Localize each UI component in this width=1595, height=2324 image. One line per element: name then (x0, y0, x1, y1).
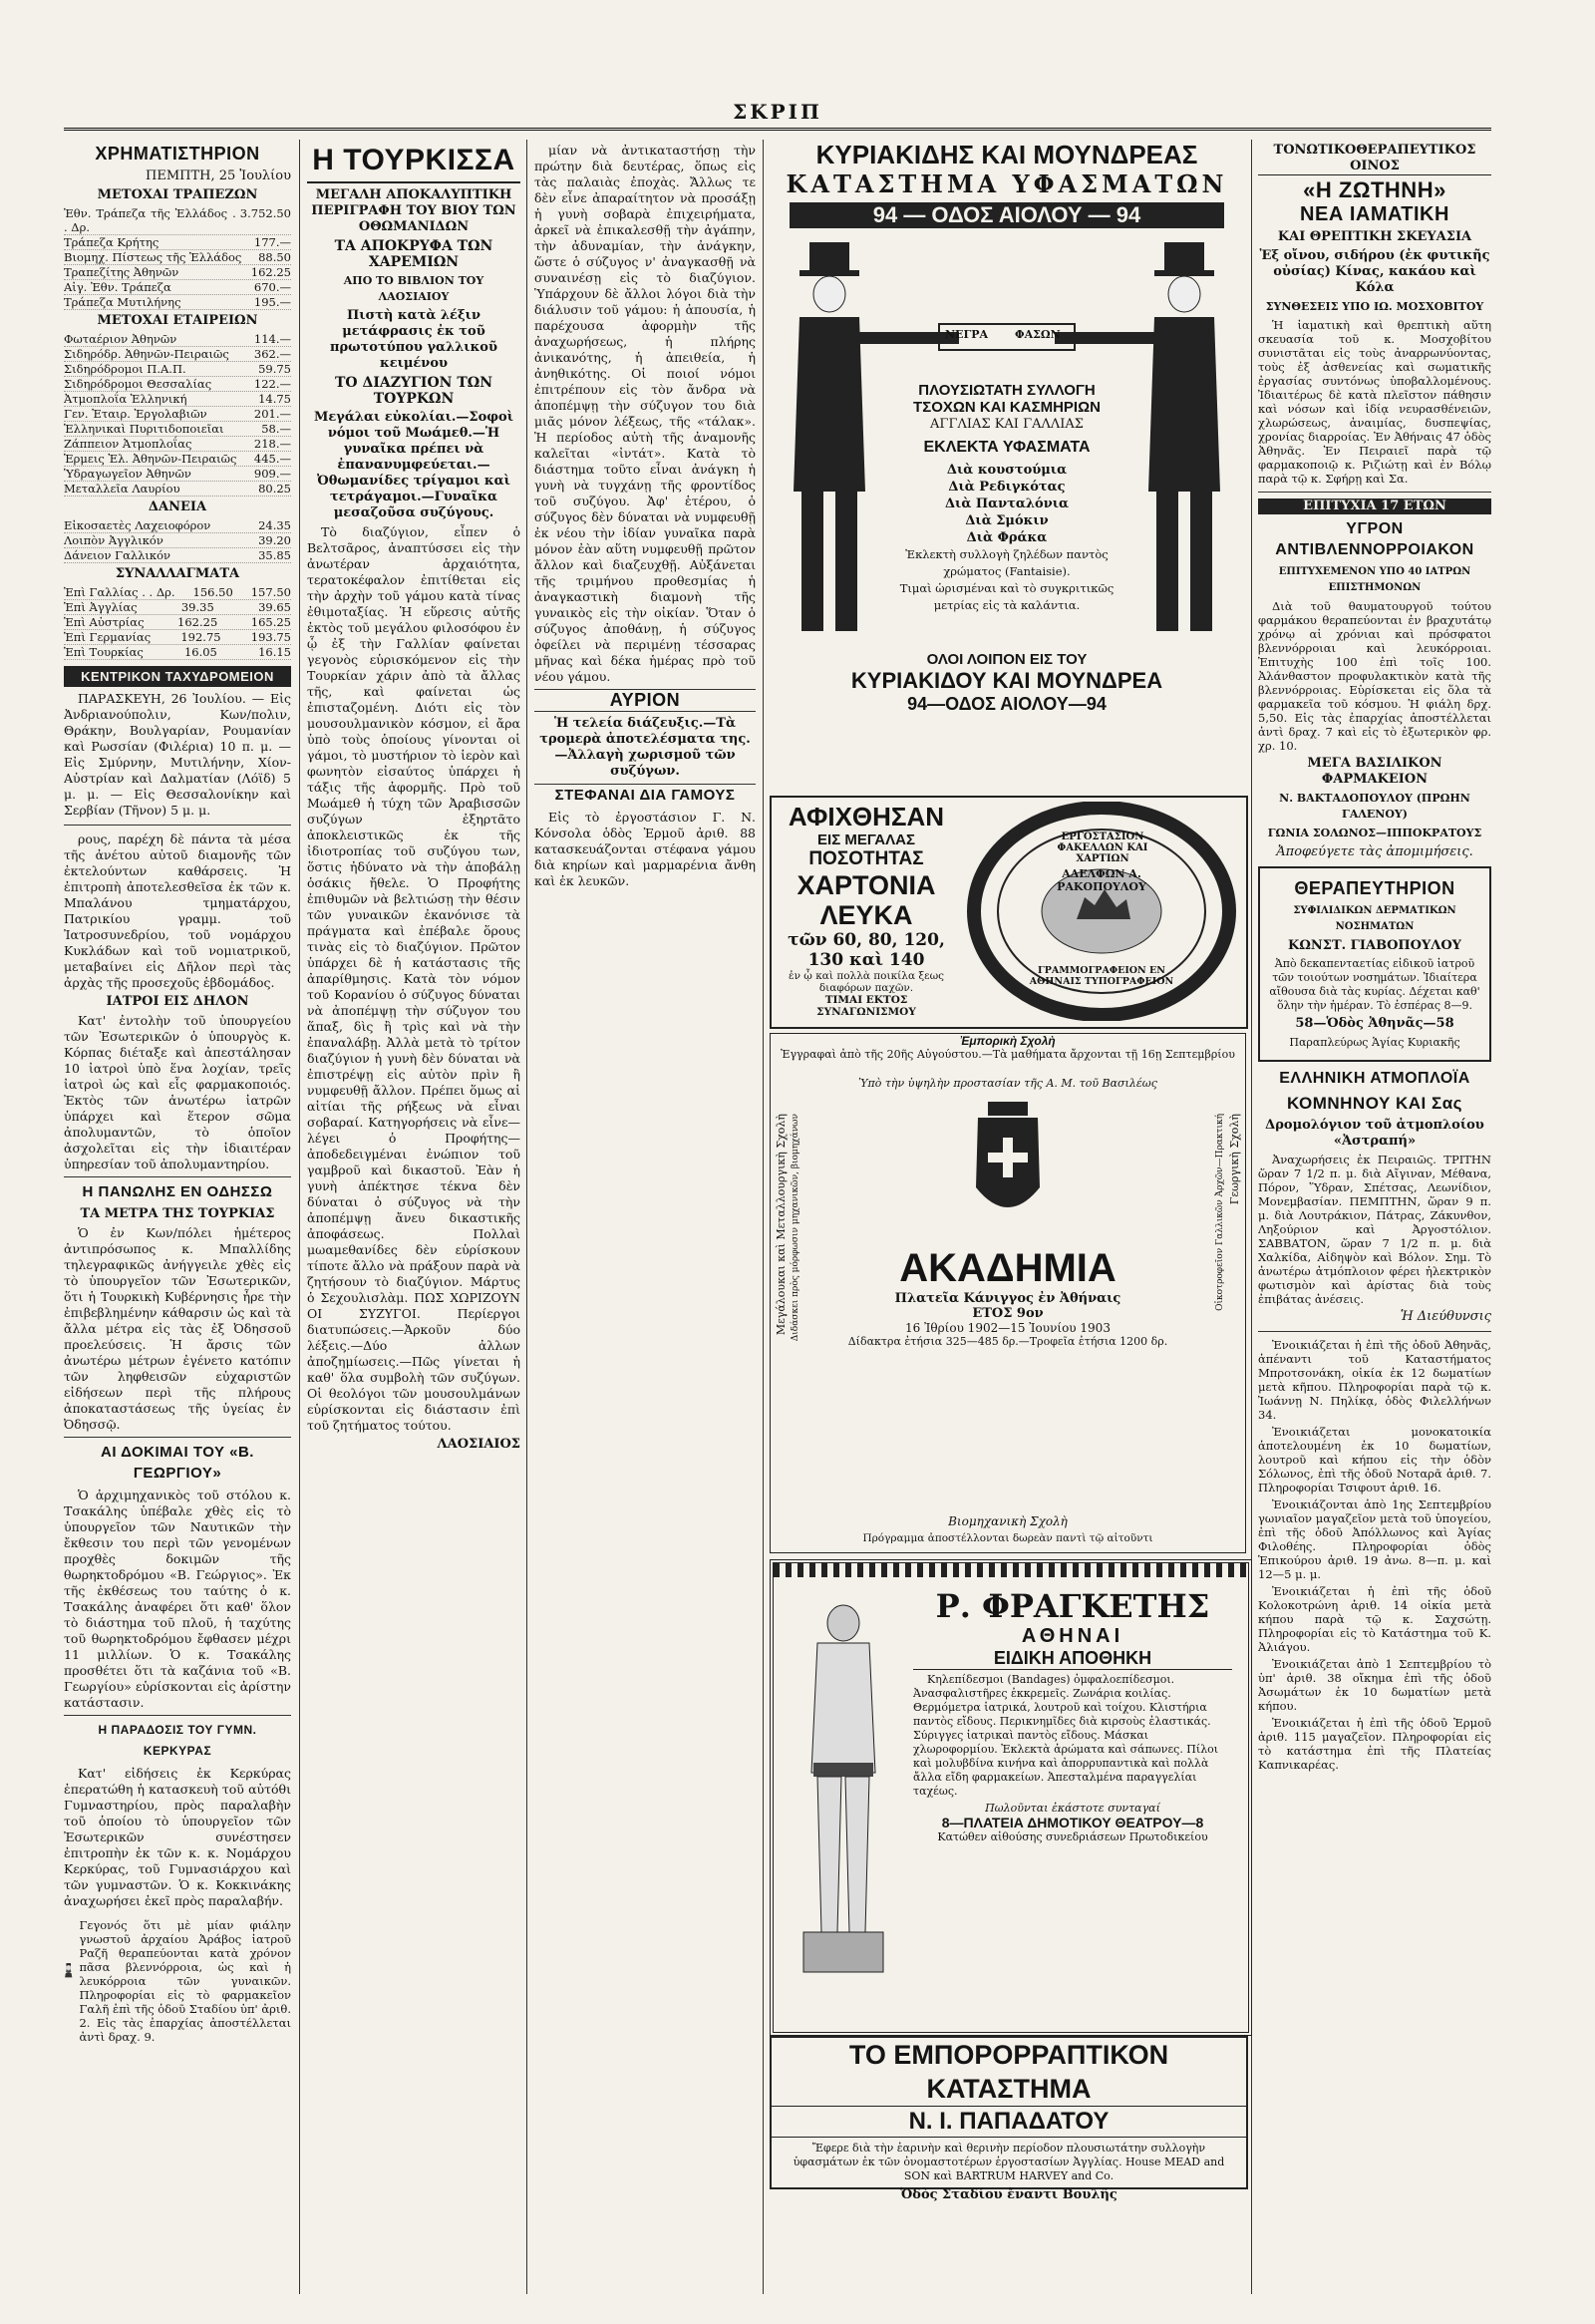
ad-text: Γεγονός ὅτι μὲ μίαν φιάλην γνωστοῦ ἀρχαίου Ἀράβος ἰατροῦ Ραζῆ θεραπεύονται κατὰ χρόνον πᾶσα βλεννόρροια, ὡς καὶ ἡ λευκόρροια τῶν γυναικῶν. Πληροφορίαι εἰς τὸ φαρμακεῖον Γαλῆ ἐπὶ τῆς ὁδοῦ Σταδίου ὑπ' ἀριθ. 2. Εἰς τὰς ἐπαρχίας ἀποστέλλεται ἀντὶ δραχ. 9. (79, 1918, 291, 2044)
exchange-row (64, 600, 291, 615)
ship-signature: Ἡ Διεύθυνσις (1400, 1309, 1491, 1324)
share-row (64, 362, 291, 377)
portrait-illustration (64, 1915, 73, 2025)
gym-title: Η ΠΑΡΑΔΟΣΙΣ ΤΟΥ ΓΥΜΝ. ΚΕΡΚΥΡΑΣ (64, 1715, 291, 1762)
wine-sub: ΝΕΑ ΙΑΜΑΤΙΚΗ (1300, 203, 1449, 225)
academy-bottom: Βιομηχανικὴ Σχολὴ (948, 1514, 1068, 1528)
ship-title: ΕΛΛΗΝΙΚΗ ΑΤΜΟΠΛΟΪΑ (1279, 1070, 1470, 1087)
column-tourkissa (307, 140, 520, 2313)
wreaths-title: ΣΤΕΦΑΝΑΙ ΔΙΑ ΓΑΜΟΥΣ (534, 784, 756, 806)
exchange-name: Ἐπὶ Τουρκίας (64, 645, 144, 659)
share-row (64, 377, 291, 392)
ad2-store4: Ἀποφεύγετε τὰς ἀπομιμήσεις. (1276, 844, 1473, 859)
divider (1258, 492, 1491, 493)
classifieds (1258, 1338, 1491, 1772)
exchange-value: 192.75 (180, 630, 221, 644)
store-title: ΤΟ ΕΜΠΟΡΟΡΡΑΠΤΙΚΟΝ ΚΑΤΑΣΤΗΜΑ (848, 2040, 1169, 2104)
shares-title: ΜΕΤΟΧΑΙ ΕΤΑΙΡΕΙΩΝ (97, 313, 258, 328)
masthead (64, 100, 1491, 131)
royal-crest-icon (948, 1098, 1068, 1237)
ad2-head: ΕΠΙΤΥΧΙΑ 17 ΕΤΩΝ (1258, 498, 1491, 514)
exchange-value: 165.25 (250, 615, 291, 629)
store-text: Ἔφερε διὰ τὴν ἐαρινὴν καὶ θερινὴν περίοδον πλουσιωτάτην συλλογὴν ὑφασμάτων ἐκ τῶν ὀνομαστοτέρων ἐργοστασίων Ἀγγλίας. House MEAD and SON καὶ BARTRUM HARVEY and Co. (793, 2142, 1225, 2182)
trials-title: ΑΙ ΔΟΚΙΜΑΙ ΤΟΥ «Β. ΓΕΩΡΓΙΟΥ» (64, 1437, 291, 1484)
ship-name: ΚΟΜΝΗΝΟΥ ΚΑΙ Σας (1286, 1094, 1463, 1113)
share-value: 114.— (253, 332, 291, 346)
ad2-l5: τῶν 60, 80, 120, (788, 930, 945, 950)
academy-right-vertical: Γεωργικὴ Σχολὴ (1228, 1114, 1241, 1205)
share-value: 218.— (253, 437, 291, 451)
trials-text: Ὁ ἀρχιμηχανικὸς τοῦ στόλου κ. Τσακάλης ὑπέβαλε χθὲς εἰς τὸ ὑπουργεῖον τῶν Ναυτικῶν τὴν ἔκθεσιν του περὶ τῶν γενομένων προχθὲς δοκιμῶν τῆς θωρηκτοδρόμου «Β. Γεώργιος». Ἐκ τῆς ἐκθέσεως του ταύτης ὁ κ. Τσακάλης ἀναφέρει ὅτι καθ' ὅλον τὸ διάστημα τοῦ πλοῦ, ἡ ταχύτης τοῦ θωρηκτοδρόμου ἔφθασεν μέχρι 11 μιλλίων. Ὁ κ. Τσακάλης προσθέτει ὅτι τὰ καζάνια τοῦ «Β. Γεωργίου» εὑρίσκονται εἰς ἀρίστην κατάστασιν. (64, 1488, 291, 1710)
share-row (64, 422, 291, 437)
exchange-value: 39.35 (180, 600, 214, 614)
bank-row (64, 206, 291, 235)
school-head: Ἐμπορικὴ Σχολὴ (960, 1034, 1056, 1048)
ad2-text: Διὰ τοῦ θαυματουργοῦ τούτου φαρμάκου θεραπεύονται ἐν βραχυτάτῳ χρόνῳ αἱ χρόνιαι καὶ πρόσφατοι βλεννόρροιαι καὶ λευκόρροιαι. Ἐπιτυχὴς 100 ἐπὶ τοῖς 100. Ἀλάνθαστον προφυλακτικὸν κατὰ τῆς βλεννόρροιας. Εὑρίσκεται εἰς ὅλα τὰ φαρμακεῖα τοῦ κόσμου. Ἡ φιάλη δρχ. 5,50. Εἰς τὰς ἐπαρχίας ἀποστέλλεται ἀντὶ δραχ. 7 καὶ εἰς τὸ ἐξωτερικὸν φρ. χρ. 10. (1258, 599, 1491, 753)
column-rule (763, 140, 764, 2294)
clinic-sub: ΣΥΦΙΛΙΔΙΚΩΝ ΔΕΡΜΑΤΙΚΩΝ ΝΟΣΗΜΑΤΩΝ (1293, 905, 1456, 932)
wine-head: ΤΟΝΩΤΙΚΟΘΕΡΑΠΕΥΤΙΚΟΣ ΟΙΝΟΣ (1258, 143, 1491, 175)
loan-name: Εἰκοσαετὲς Λαχειοφόρον (64, 518, 211, 532)
bank-name: Τράπεζα Κρήτης (64, 235, 160, 249)
ad2-store3: ΓΩΝΙΑ ΣΟΛΩΝΟΣ—ΙΠΠΟΚΡΑΤΟΥΣ (1267, 827, 1482, 839)
divorce-body: μίαν νὰ ἀντικαταστήσῃ τὴν πρώτην διὰ δευτέρας, ὅπως εἰς τὰς παλαιὰς ἐποχὰς. Ἄλλως τε δὲν εἶνε ἀπαραίτητον νὰ προσάξῃ ἡ γυνὴ σοβαρὰ ἐπιχειρήματα, ἀρκεῖ νὰ ἐπικαλεσθῇ τὴν ἀγάπην, τὴν ἀδυναμίαν, τὴν ἀνάγκην, ὥστε ὁ σύζυγος ν' ἀναγκασθῇ νὰ συναινέσῃ εἰς τὸ διαζύγιον. Ὑπάρχουν δὲ ἄλλοι λόγοι διὰ τὴν διάλυσιν τοῦ γάμου: ἡ ἀπουσία, ἡ παρέχουσα ἀφορμὴν τῆς ἀναχωρήσεως, ἡ πλήρης ἀνικανότης, ἡ ἀπειθεία, ἡ ἀνηθικότης. Οἱ ποιοί νόμοι ἐπιτρέπουν εἰς τὸν ἄνδρα νὰ ἀποπέμψῃ τὴν σύζυγον του διὰ μιᾶς μόνον λέξεως, τῆς «τάλακ». Ἡ περίοδος αὐτὴ τῆς ἀναμονῆς καλεῖται «ἰντάτ». Κατὰ τὸ διάστημα τοῦτο εἶναι ἀνάγκη ἡ γυνὴ νὰ τυγχάνῃ τῆς φροντίδος τοῦ συζύγου. Ἀφ' ἑτέρου, ὁ σύζυγος δὲν δύναται νὰ νυμφευθῇ ἐκ νέου τὴν ἰδίαν γυναῖκα παρὰ μόνον ἐὰν αὕτη νυμφευθῇ πρῶτον ἄλλον καὶ διαζευχθῇ. Αὐξάνεται τῆς τριμήνου προθεσμίας ἡ ἀναγκαστικὴ διαμονὴ τῆς γυναικὸς εἰς τὴν οἰκίαν. Ὅταν ὁ σύζυγος ἀποθάνῃ, ἡ σύζυγος ὀφείλει νὰ περιμένῃ τέσσαρας μῆνας καὶ δέκα ἡμέρας πρὸ τοῦ νέου γάμου. (534, 143, 756, 684)
serial-body: Τὸ διαζύγιον, εἶπεν ὁ Βελτσᾶρος, ἀναπτύσσει εἰς τὴν ἀνωτέραν ἀρχαιότητα, τερατοκέφαλον ἐπιτίθεται εἰς τὴν ἀρχὴν τοῦ γάμου κατὰ τίνας ἐθιμοταξίας. Ἡ εὕρεσις αὐτῆς ἐκτὸς τοῦ μεγάλου φιλοσόφου ἐν ᾧ ἐξ τὴν Γαλλίαν φαίνεται γεγονὸς εὑρισκόμενον εἰς τὴν Τουρκίαν χάριν ἀπὸ τὰ ἄλλας τῆς, καὶ φαίνεται ὡς ἐπισταζομένη. Διότι εἰς τὸν μουσουλμανικὸν κόσμον, εἰ ἄρα ὑπὸ τοὺς ὁποίους γίνονται οἱ γάμοι, τὸ μυστήριον τὸ ἱερὸν καὶ φωνητὸν εἰσαύτος ὑπάρχει ἡ τάξις τῆς ἀφορμῆς. Πρὸ τοῦ Μωάμεθ ἡ τύχη τῶν Ἀραβισσῶν συζύγων ἐξηρτᾶτο ἀποκλειστικῶς ἐκ τῆς ἰδιοτροπίας τοῦ συζύγου των, ὅστις ἠδύνατο νὰ τὴν ἀποβάλῃ ὁσάκις ἤθελε. Ὁ Προφήτης ἐπιθυμῶν νὰ βελτιώσῃ τὴν θέσιν τῶν γυναικῶν ἐκανόνισε τὰ πράγματα καὶ ἐπέβαλε ὅρους τινὰς εἰς τὸ διαζύγιον. Πρῶτον ὑπάρχει δὲ ἡ κατάστασις τῆς ἀπαρίθμησις. Κατὰ τὸν νόμον τοῦ Κορανίου ὁ σύζυγος δύναται νὰ ἀποπέμψῃ τὴν σύζυγον του ἅπαξ, δὶς ἢ τρὶς καὶ νὰ τὴν ἐπαναλάβῃ. Ἀλλὰ μετὰ τὸ τρίτον διαζύγιον ἡ γυνὴ δὲν δύναται νὰ ἐπιστρέψῃ εἰς αὐτὸν πρὶν ἢ νυμφευθῇ ἄλλον. Πρέπει ὅμως αἱ αἰτίαι τῆς ρήξεως νὰ εἶναι σοβαραί. Κατηγορήσεις νὰ εἶνε—λέγει ὁ Προφήτης—ἀποδεδειγμέναι ἐνώπιον τοῦ γαμβροῦ καὶ δικαστοῦ. Ἐὰν ἡ γυνὴ ἀπέκτησε τέκνα δὲν δύναται ὁ σύζυγος νὰ τὴν ἀποπέμψῃ ἄνευ δικαστικῆς ἀποφάσεως. Πολλαὶ μωαμεθανίδες δὲν εὑρίσκουν τίποτε ἄλλο νὰ πράξουν παρὰ νὰ ζητήσουν τὸ διαζύγιον. Μάρτυς ὁ Σεχουλισλὰμ. ΠΩΣ ΧΩΡΙΖΟΥΝ ΟΙ ΣΥΖΥΓΟΙ. Περίεργοι διατυπώσεις.—Ἀρκοῦν δύο λέξεις.—Δύο ἀλλων ἀποζημίωσεις.—Πῶς γίνεται ἡ καθ' ὅλα συμβολὴ τῶν συζύγων. Οἱ θεολόγοι τῶν μουσουλμάνων εὑρίσκονται εἰς διάστασιν ἐπὶ τοῦ ζητήματος τούτου. (307, 524, 520, 1433)
loans-table (64, 518, 291, 563)
wine-sub4: ΣΥΝΘΕΣΕΙΣ ΥΠΟ ΙΩ. ΜΟΣΧΟΒΙΤΟΥ (1265, 300, 1484, 313)
share-value: 362.— (253, 347, 291, 361)
exchange-table (64, 585, 291, 660)
exchange-value: 39.65 (258, 600, 291, 614)
exchange-value: 16.05 (183, 645, 217, 659)
share-name: Φωταέριον Ἀθηνῶν (64, 332, 177, 346)
ad2-l2: ΠΟΣΟΤΗΤΑΣ (808, 848, 924, 869)
academy-right-vertical2: Οἰκοτροφεῖον Γαλλικῶν Ἀρχῶν—Πρακτική (1215, 1114, 1225, 1311)
share-name: Ὑδραγωγεῖον Ἀθηνῶν (64, 467, 191, 481)
academy-title: ΑΚΑΔΗΜΙΑ (899, 1246, 1116, 1290)
bank-row (64, 280, 291, 295)
serial-sub5: ΤΟ ΔΙΑΖΥΓΙΟΝ ΤΩΝ ΤΟΥΡΚΩΝ (334, 375, 492, 407)
loan-value: 35.85 (258, 548, 291, 562)
ad1-line4: ΕΚΛΕΚΤΑ ΥΦΑΣΜΑΤΑ (923, 439, 1091, 456)
ad2-title: ΑΦΙΧΘΗΣΑΝ (788, 802, 945, 831)
share-name: Σιδηρόδρομοι Π.Α.Π. (64, 362, 186, 376)
loans-title: ΔΑΝΕΙΑ (148, 499, 207, 514)
share-row (64, 407, 291, 422)
academy-left-vertical2: Διδάσκει πρὸς μόρφωσιν μηχανικῶν, βιομηχάνων (791, 1114, 800, 1342)
pandemic-title: Η ΠΑΝΩΛΗΣ ΕΝ ΟΔΗΣΣΩ (64, 1176, 291, 1202)
clinic-box (1258, 866, 1491, 1062)
ad1-line6: Τιμαὶ ὡρισμέναι καὶ τὸ συγκριτικῶς μετρίας εἰς τὰ καλάντια. (899, 581, 1115, 612)
ad2-l4: ΛΕΥΚΑ (819, 900, 913, 930)
loan-value: 24.35 (258, 518, 291, 532)
ad1-line9: 94—ΟΔΟΣ ΑΙΟΛΟΥ—94 (907, 694, 1107, 714)
seal-top-text: ΕΡΓΟΣΤΑΣΙΟΝ ΦΑΚΕΛΛΩΝ ΚΑΙ ΧΑΡΤΙΩΝ (1057, 831, 1148, 864)
ad1-item: Διὰ Φράκα (966, 530, 1048, 545)
doctors-title: ΙΑΤΡΟΙ ΕΙΣ ΔΗΛΟΝ (106, 994, 249, 1009)
ad1-address: 94 — ΟΔΟΣ ΑΙΟΛΟΥ — 94 (790, 202, 1224, 228)
share-name: Μεταλλεῖα Λαυρίου (64, 482, 180, 496)
border-pattern (774, 1563, 1248, 1577)
exchange-value: 162.25 (177, 615, 218, 629)
ship-text: Ἀναχωρήσεις ἐκ Πειραιῶς. ΤΡΙΤΗΝ ὥραν 7 1/2 π. μ. διὰ Αἴγιναν, Μέθανα, Πόρον, Ὕδραν, Σπέτσας, Λεωνίδιον, Μονεμβασίαν. ΠΕΜΠΤΗΝ, ὥραν 9 π. μ. διὰ Λουτράκιον, Πάτρας, Ζάκυνθον, Ληξούριον καὶ Ἀργοστόλιον. ΣΑΒΒΑΤΟΝ, ὥραν 7 1/2 π. μ. διὰ Χαλκίδα, Αἰδηψὸν καὶ Βόλον. Σημ. Τὸ ἀνωτέρω ἀτμόπλοιον φέρει ἠλεκτρικὸν φωτισμὸν καὶ ἀρίστας διὰ τοὺς ἐπιβάτας ἀνέσεις. (1258, 1153, 1491, 1306)
exchange-value: 156.50 (192, 585, 233, 599)
exchange-row (64, 630, 291, 645)
bank-name: Τράπεζα Μυτιλήνης (64, 295, 181, 309)
serial-title: Η ΤΟΥΡΚΙΣΣΑ (307, 144, 520, 183)
tomorrow-text: Ἡ τελεία διάζευξις.—Τὰ τρομερὰ ἀποτελέσματα της.—Ἀλλαγὴ χωρισμοῦ τῶν συζύγων. (539, 716, 751, 779)
ad-tailor (770, 2036, 1248, 2202)
exchange-value: 16.15 (258, 645, 291, 659)
share-name: Ἑρμεις Ἑλ. Ἀθηνῶν-Πειραιῶς (64, 452, 237, 466)
banks-table (64, 206, 291, 310)
share-value: 80.25 (258, 482, 291, 496)
ad1-item: Διὰ Ρεδιγκότας (948, 480, 1066, 495)
exchange-name: Ἐπὶ Ἀγγλίας (64, 600, 138, 614)
share-row (64, 452, 291, 467)
share-name: Σιδηρόδρ. Ἀθηνῶν-Πειραιῶς (64, 347, 229, 361)
share-row (64, 467, 291, 482)
classified-item: Ἐνοικιάζονται ἀπὸ 1ης Σεπτεμβρίου γωνιαῖον μαγαζεῖον μετὰ τοῦ ὑπογείου, ἐπὶ τῆς ὁδοῦ Ἀπόλλωνος καὶ Ἁγίας Φιλοθέης. Πληροφορίαι ὁδὸς Ἑπικούρου ἀριθ. 19 ἀνω. 8—π. μ. καὶ 12—5 μ. μ. (1258, 1497, 1491, 1581)
ad1-items (889, 462, 1124, 546)
ad1-item: Διὰ Σμόκιν (965, 513, 1049, 528)
wine-sub2: ΚΑΙ ΘΡΕΠΤΙΚΗ ΣΚΕΥΑΣΙΑ (1277, 229, 1472, 244)
bank-value: 195.— (253, 295, 291, 309)
bank-name: Τραπεζίτης Ἀθηνῶν (64, 265, 179, 279)
seal-bottom-text: ΓΡΑΜΜΟΓΡΑΦΕΙΟΝ ΕΝ ΑΘΗΝΑΙΣ ΤΥΠΟΓΡΑΦΕΙΟΝ (1029, 965, 1174, 987)
wine-title: «Η ΖΩΤΗΝΗ» (1303, 177, 1446, 202)
clinic-title: ΘΕΡΑΠΕΥΤΗΡΙΟΝ (1294, 878, 1455, 898)
share-name: Ζάππειον Ἀτμοπλοΐας (64, 437, 192, 451)
clinic-name: ΚΩΝΣΤ. ΓΙΑΒΟΠΟΥΛΟΥ (1288, 938, 1461, 953)
classified-item: Ἐνοικιάζεται ἡ ἐπὶ τῆς ὁδοῦ Κολοκοτρώνη ἀριθ. 14 οἰκία μετὰ κήπου παρὰ τῷ κ. Σαχσώτῃ. Πληροφορίαι εἰς τὸ Κατάστημα τοῦ Κ. Ἀλιάγου. (1258, 1584, 1491, 1654)
share-name: Ἀτμοπλοΐα Ἑλληνική (64, 392, 187, 406)
ad1-illustration (770, 232, 1244, 651)
academy-left-vertical: Μεγάλουκαι καὶ Μεταλλουργικὴ Σχολὴ (775, 1114, 788, 1336)
column-right-ads (1258, 140, 1491, 2313)
exchange-name: Ἐπὶ Γερμανίας (64, 630, 152, 644)
portrait-ad (64, 1915, 291, 2047)
share-row (64, 332, 291, 347)
ship-sub: Δρομολόγιον τοῦ ἀτμοπλοίου «Ἀστραπή» (1265, 1118, 1484, 1149)
clinic-address2: Παραπλεύρως Ἁγίας Κυριακῆς (1289, 1036, 1460, 1049)
share-value: 909.— (253, 467, 291, 481)
academy-fees: Δίδακτρα ἐτήσια 325—485 δρ.—Τροφεῖα ἐτήσια 1200 δρ. (847, 1335, 1168, 1348)
wine-text: Ἡ ἰαματικὴ καὶ θρεπτικὴ αὕτη σκευασία τοῦ κ. Μοσχοβίτου συνιστᾶται εἰς τοὺς ἀναρρωνύοντας, τοὺς ἐξ ἀσθενείας καὶ σωματικῆς ἐργασίας συντόνως ὑποβαλλομένους. Ἰδιαιτέρως δὲ κατὰ πλεῖστον πάθησιν καὶ νόσων καὶ ἰδίᾳ νευρασθένειῶν, χλωρώσεως, ἀναιμίας, δυσπεψίας, χρονίας διαρροίας. Ἐν Ἀθήναις 47 ὁδὸς Ἀθηνᾶς. Ἐν Πειραιεῖ παρὰ τῷ φαρμακοποιῷ κ. Ριζιώτῃ καὶ ἐν Βόλῳ παρὰ τῷ κ. Σφήρῃ καὶ Σα. (1258, 318, 1491, 486)
doctors-text: Κατ' ἐντολὴν τοῦ ὑπουργείου τῶν Ἐσωτερικῶν ὁ ὑπουργὸς κ. Κόρπας διέταξε καὶ ἀπεστάλησαν 10 ἰατροὶ ὑπὸ ἕνα λοχίαν, τρεῖς ἰατροὶ ὡς καὶ εἷς φαρμακοποιός. Ἐκτὸς τῶν ἀνωτέρω ἰατρῶν ὑπάρχει καὶ ἕτερον σῶμα ἀπολυμαντῶν, τὸ ὁποῖον ἀσχολεῖται εἰς τὴν ἰδιαιτέραν ὑπηρεσίαν τοῦ ἀπολυμαντηρίου. (64, 1013, 291, 1171)
wreaths-text: Εἰς τὸ ἐργοστάσιον Γ. Ν. Κόνσολα ὁδὸς Ἑρμοῦ ἀριθ. 88 κατασκευάζονται στέφανα γάμου διὰ κηρίων καὶ μαρμαρένια ἄνθη καὶ ἐκ λευκῶν. (534, 810, 756, 888)
classified-item: Ἐνοικιάζεται μονοκατοικία ἀποτελουμένη ἐκ 10 δωματίων, λουτροῦ καὶ κήπου εἰς τὴν ὁδὸν Σόλωνος, ἐπὶ τῆς ὁδοῦ Νοταρᾶ ἀριθ. 7. Πληροφορίαι Τσιφουτ ἀριθ. 16. (1258, 1425, 1491, 1494)
exchange-row (64, 615, 291, 630)
ad1-line2: ΤΣΟΧΩΝ ΚΑΙ ΚΑΣΜΗΡΙΩΝ (913, 399, 1101, 416)
share-name: Σιδηρόδρομοι Θεσσαλίας (64, 377, 212, 391)
ad1-title: ΚΥΡΙΑΚΙΔΗΣ ΚΑΙ ΜΟΥΝΔΡΕΑΣ (815, 140, 1198, 169)
ad2-l3: ΧΑΡΤΟΝΙΑ (797, 870, 936, 900)
tomorrow-title: ΑΥΡΙΟΝ (534, 689, 756, 712)
serial-signature: ΛΑΟΣΙΑΙΟΣ (437, 1437, 520, 1452)
academy-dates: 16 Ἰθρίου 1902—15 Ἰουνίου 1903 (905, 1321, 1111, 1335)
loan-row (64, 533, 291, 548)
ad2-store: ΜΕΓΑ ΒΑΣΙΛΙΚΟΝ ΦΑΡΜΑΚΕΙΟΝ (1307, 756, 1442, 787)
bank-value: 3.752.50 (239, 206, 291, 220)
pandemic-text: Ὁ ἐν Κων/πόλει ἡμέτερος ἀντιπρόσωπος κ. Μπαλλίδης τηλεγραφικῶς ἀνήγγειλε χθὲς εἰς τὸ ὑπουργεῖον τῶν Ἐσωτερικῶν, ὅτι ἡ Τουρκικὴ Κυβέρνησις ἦρε τὴν ἐπιβεβλημένην κάθαρσιν ὡς καὶ τὰ ἄλλα μέτρα εἰς τὰς ἐξ Ὀδησσοῦ προελεύσεις. Ἡ ἄρσις τῶν ἀνωτέρω μέτρων ἐγένετο κατόπιν τῶν ληφθεισῶν εὐχαριστῶν εἰδήσεων περὶ τῆς πλήρους ἀποκαταστάσεως τῆς ὑγείας ἐν Ὀδησσῷ. (64, 1225, 291, 1432)
exchange-row (64, 585, 291, 600)
share-name: Γεν. Ἑταιρ. Ἐργολαβιῶν (64, 407, 207, 421)
sign-left: ΝΕΓΡΑ (945, 328, 989, 341)
ad2-l1: ΕΙΣ ΜΕΓΑΛΑΣ (817, 831, 915, 848)
column-market (64, 140, 291, 2313)
academy-place: Πλατεῖα Κάνιγγος ἐν Ἀθήναις (894, 1291, 1121, 1306)
ad2-l7: ἐν ᾧ καὶ πολλὰ ποικίλα ξεως διαφόρων παχῶν. (788, 970, 945, 994)
clinic-text: Ἀπὸ δεκαπενταετίας εἰδικοῦ ἰατροῦ τῶν τοιούτων νοσημάτων. Ἰδιαίτερα αἴθουσα διὰ τὰς κυρίας. Δέχεται καθ' ὅλην τὴν ἡμέραν. Τὸ ἑσπέρας 8—9. (1269, 957, 1480, 1012)
pharm-city: ΑΘΗΝΑΙ (1021, 1625, 1124, 1647)
statue-illustration (784, 1593, 903, 1992)
column-rule (299, 140, 300, 2294)
bank-value: 670.— (253, 280, 291, 294)
classified-item: Ἐνοικιάζεται ἀπὸ 1 Σεπτεμβρίου τὸ ὑπ' ἀριθ. 38 οἴκημα ἐπὶ τῆς ὁδοῦ Ἀσωμάτων ἐκ 10 δωματίων μετὰ κήπου. (1258, 1657, 1491, 1713)
exchange-value: 157.50 (250, 585, 291, 599)
ad1-sub: ΚΑΤΑΣΤΗΜΑ ΥΦΑΣΜΑΤΩΝ (786, 169, 1228, 198)
loan-name: Δάνειον Γαλλικόν (64, 548, 171, 562)
ad1-line8: ΚΥΡΙΑΚΙΔΟΥ ΚΑΙ ΜΟΥΝΔΡΕΑ (850, 668, 1163, 693)
sign-right: ΦΑΣΩΝ (1015, 328, 1061, 341)
serial-sub1: ΜΕΓΑΛΗ ΑΠΟΚΑΛΥΠΤΙΚΗ ΠΕΡΙΓΡΑΦΗ ΤΟΥ ΒΙΟΥ ΤΩΝ ΟΘΩΜΑΝΙΔΩΝ (311, 187, 516, 234)
divider (64, 825, 291, 826)
share-value: 122.— (253, 377, 291, 391)
shares-table (64, 332, 291, 497)
bank-name: Βιομηχ. Πίστεως τῆς Ἑλλάδος (64, 250, 242, 264)
seal-mid-text: ΑΔΕΛΦΩΝ Α. ΡΑΚΟΠΟΥΛΟΥ (1057, 867, 1146, 893)
gym-text: Κατ' εἰδήσεις ἐκ Κερκύρας ἐπερατώθη ἡ κατασκευὴ τοῦ αὐτόθι Γυμναστηρίου, πρὸς παραλαβὴν τοῦ ὁποίου τὸ ὑπουργεῖον τῶν Ἐσωτερικῶν συνέστησεν ἐπιτροπὴν ἐκ τῶν κ. κ. Νομάρχου Κερκύρας, τοῦ Γυμνασιάρχου καὶ τῶν γυμναστῶν. Ὁ κ. Κοκκινάκης ἀναχωρήσει ἐκεῖ πρὸς παραλαβήν. (64, 1766, 291, 1908)
ad1-line3: ΑΓΓΛΙΑΣ ΚΑΙ ΓΑΛΛΙΑΣ (930, 417, 1084, 432)
ad2-sub: ΕΠΙΤΥΧΕΜΕΝΟΝ ΥΠΟ 40 ΙΑΤΡΩΝ ΕΠΙΣΤΗΜΟΝΩΝ (1278, 566, 1471, 593)
bank-name: Ἐθν. Τράπεζα τῆς Ἑλλάδος . . Δρ. (64, 206, 236, 234)
share-row (64, 392, 291, 407)
bank-value: 88.50 (258, 250, 291, 264)
pandemic-subtitle: ΤΑ ΜΕΤΡΑ ΤΗΣ ΤΟΥΡΚΙΑΣ (80, 1206, 275, 1221)
classified-item: Ἐνοικιάζεται ἡ ἐπὶ τῆς ὁδοῦ Ἀθηνᾶς, ἀπέναντι τοῦ Καταστήματος Μπροτσονάκη, οἰκία ἐκ 12 δωματίων μετὰ κῆπου. Πληροφορίαι παρὰ τῷ κ. Ἰωάννῃ Ν. Πηλίκᾳ, ὁδὸς Φιλελλήνων 34. (1258, 1338, 1491, 1422)
share-value: 14.75 (258, 392, 291, 406)
loan-row (64, 548, 291, 563)
ad-academy (770, 1033, 1246, 1553)
ad2-l6: 130 καὶ 140 (807, 950, 925, 970)
column-rule (526, 140, 527, 2294)
post-text: ΠΑΡΑΣΚΕΥΗ, 26 Ἰουλίου. — Εἰς Ἀνδριανούπολιν, Κων/πολιν, Θράκην, Βουλγαρίαν, Ρουμανίαν καὶ Ρωσσίαν (Φιλέρια) 10 π. μ. — Εἰς Σμύρνην, Μυτιλήνην, Χίον-Αὐστρίαν καὶ Δαλματίαν (Λόϊδ) 5 μ. μ. — Εἰς Θεσσαλονίκην καὶ Σερβίαν (Τῆνον) 5 μ. μ. (64, 691, 291, 818)
bank-row (64, 250, 291, 265)
store-name: Ν. Ι. ΠΑΠΑΔΑΤΟΥ (772, 2106, 1246, 2138)
pharm-bottom3: Κατώθεν αἰθούσης συνεδριάσεων Πρωτοδικείου (937, 1830, 1208, 1843)
share-row (64, 347, 291, 362)
ad-paper (770, 796, 1248, 1029)
share-value: 58.— (261, 422, 291, 436)
bank-value: 162.25 (250, 265, 291, 279)
serial-sub6: Μεγάλαι εὐκολίαι.—Σοφοὶ νόμοι τοῦ Μωάμεθ.—Ἡ γυναῖκα πρέπει νὰ ἐπανανυμφεύεται.—Ὀθωμανίδες τρίγαμοι καὶ τετράγαμοι.—Γυναῖκα μεσαζοῦσα συζύγους. (314, 410, 513, 520)
loan-row (64, 518, 291, 533)
bank-name: Αἰγ. Ἐθν. Τράπεζα (64, 280, 171, 294)
pharm-name: Ρ. ΦΡΑΓΚΕΤΗΣ (935, 1587, 1210, 1625)
share-name: Ἑλληνικαὶ Πυριτιδοποιεῖαι (64, 422, 224, 436)
ad2-l8: ΤΙΜΑΙ ΕΚΤΟΣ ΣΥΝΑΓΩΝΙΣΜΟΥ (816, 994, 916, 1018)
ad1-line7: ΟΛΟΙ ΛΟΙΠΟΝ ΕΙΣ ΤΟΥ (926, 651, 1088, 668)
exchange-name: Ἐπὶ Γαλλίας . . Δρ. (64, 585, 175, 599)
clinic-address: 58—Ὁδὸς Ἀθηνᾶς—58 (1295, 1016, 1454, 1031)
pharm-list: Κηλεπίδεσμοι (Bandages) ὀμφαλοεπίδεσμοι. Ἀνασφαλιστῆρες ἐκκρεμεῖς. Ζωνάρια κοιλίας. Θερμόμετρα ἰατρικά, λουτροῦ καὶ τοίχου. Κλιστήρια παντὸς εἴδους. Περικνημῖδες διὰ κιρσοὺς ἐλαστικάς. Σύριγγες ἰατρικαὶ παντὸς εἴδους. Μάσκαι χλωροφορμίου. Ἐκλεκτὰ ἀρώματα καὶ σάπωνες. Πίλοι καὶ μολυβδίνα κινήνα καὶ ἀπορρυπαντικὰ καὶ πολλὰ ἄλλα εἴδη φαρμακείων. Ἀπεσταλμένα παραγγελίαι ταχέως. (913, 1673, 1219, 1798)
serial-sub3: ΑΠΟ ΤΟ ΒΙΒΛΙΟΝ ΤΟΥ ΛΑΟΣΙΑΙΟΥ (343, 274, 484, 303)
academy-year: ΕΤΟΣ 9ον (972, 1306, 1044, 1321)
pharm-sub: ΕΙΔΙΚΗ ΑΠΟΘΗΚΗ (913, 1648, 1232, 1670)
school-sub: Ἐγγραφαὶ ἀπὸ τῆς 20ῆς Αὐγούστου.—Τὰ μαθήματα ἄρχονται τῇ 16ῃ Σεπτεμβρίου (781, 1048, 1235, 1061)
ad1-line1: ΠΛΟΥΣΙΩΤΑΤΗ ΣΥΛΛΟΓΗ (918, 382, 1096, 399)
post-title: ΚΕΝΤΡΙΚΟΝ ΤΑΧΥΔΡΟΜΕΙΟΝ (64, 666, 291, 687)
serial-sub2: ΤΑ ΑΠΟΚΡΥΦΑ ΤΩΝ ΧΑΡΕΜΙΩΝ (334, 238, 493, 270)
share-value: 201.— (253, 407, 291, 421)
exchange-value: 193.75 (250, 630, 291, 644)
store-address: Ὁδὸς Σταδίου ἔναντι Βουλῆς (900, 2187, 1117, 2202)
loan-value: 39.20 (258, 533, 291, 547)
banks-title: ΜΕΤΟΧΑΙ ΤΡΑΠΕΖΩΝ (97, 187, 258, 202)
bank-value: 177.— (253, 235, 291, 249)
academy-arc-text: Ὑπὸ τὴν ὑψηλὴν προστασίαν τῆς Α. Μ. τοῦ Βασιλέως (858, 1077, 1157, 1090)
column-divorce (534, 140, 756, 2313)
wine-sub3: Ἐξ οἴνου, σιδήρου (ἐκ φυτικῆς οὐσίας) Κίνας, κακάου καὶ Κόλα (1259, 248, 1490, 295)
bank-row (64, 295, 291, 310)
ad1-item: Διὰ Πανταλόνια (944, 497, 1070, 511)
article-text: ρους, παρέχη δὲ πάντα τὰ μέσα τῆς ἀνέτου αὐτοῦ διαμονῆς τῶν ἐκτελούντων καθάρσεις. Ἡ ἐπιτροπὴ ἀποτελεσθεῖσα ἐκ τῶν κ. Μπαλάνου τμηματάρχου, Πατρικίου γραμμ. τοῦ Ἰατροσυνεδρίου, τοῦ νομάρχου Κυκλάδων καὶ τοῦ νομιατρικοῦ, μεταβαίνει εἰς Δῆλον περὶ τὰς ἀρχὰς τῆς προσεχοῦς ἑβδομάδος. (64, 831, 291, 990)
serial-sub4: Πιστὴ κατὰ λέξιν μετάφρασις ἐκ τοῦ πρωτοτύπου γαλλικοῦ κειμένου (330, 308, 497, 371)
loan-name: Λοιπὸν Ἀγγλικόν (64, 533, 163, 547)
ad2-store2: Ν. ΒΑΚΤΑΔΟΠΟΥΛΟΥ (ΠΡΩΗΝ ΓΑΛΕΝΟΥ) (1279, 792, 1470, 821)
bank-row (64, 235, 291, 250)
ad-kyriakidis (770, 140, 1244, 788)
classified-item: Ἐνοικιάζεται ἡ ἐπὶ τῆς ὁδοῦ Ἑρμοῦ ἀριθ. 115 μαγαζεῖον. Πληροφορίαι εἰς τὸ κατάστημα ἐπὶ τῆς Πλατείας Καπνικαρέας. (1258, 1716, 1491, 1772)
newspaper-title: ΣΚΡΙΠ (733, 100, 822, 124)
share-row (64, 482, 291, 497)
academy-bottom2: Πρόγραμμα ἀποστέλλονται δωρεὰν παντὶ τῷ αἰτοῦντι (862, 1532, 1153, 1544)
ad1-line5: Ἐκλεκτὴ συλλογὴ ζηλέδων παντὸς χρώματος (Fantaisie). (905, 547, 1109, 578)
market-title: ΧΡΗΜΑΤΙΣΤΗΡΙΟΝ (95, 144, 260, 164)
exchange-name: Ἐπὶ Αὐστρίας (64, 615, 145, 629)
ad1-item: Διὰ κουστούμια (946, 463, 1068, 478)
ad2-title-right: ΥΓΡΟΝ ΑΝΤΙΒΛΕΝΝΟΡΡΟΙΑΚΟΝ (1275, 520, 1474, 558)
pharm-bottom1: Πωλοῦνται ἐκάστοτε συνταγαί (985, 1802, 1160, 1815)
exchange-row (64, 645, 291, 660)
divider (1258, 1331, 1491, 1332)
bank-row (64, 265, 291, 280)
market-date: ΠΕΜΠΤΗ, 25 Ἰουλίου (146, 168, 291, 183)
share-row (64, 437, 291, 452)
share-value: 59.75 (258, 362, 291, 376)
ad-pharmacy (770, 1559, 1252, 2036)
exchange-title: ΣΥΝΑΛΛΑΓΜΑΤΑ (115, 566, 240, 581)
share-value: 445.— (253, 452, 291, 466)
pharm-bottom2: 8—ΠΛΑΤΕΙΑ ΔΗΜΟΤΙΚΟΥ ΘΕΑΤΡΟΥ—8 (941, 1815, 1204, 1830)
